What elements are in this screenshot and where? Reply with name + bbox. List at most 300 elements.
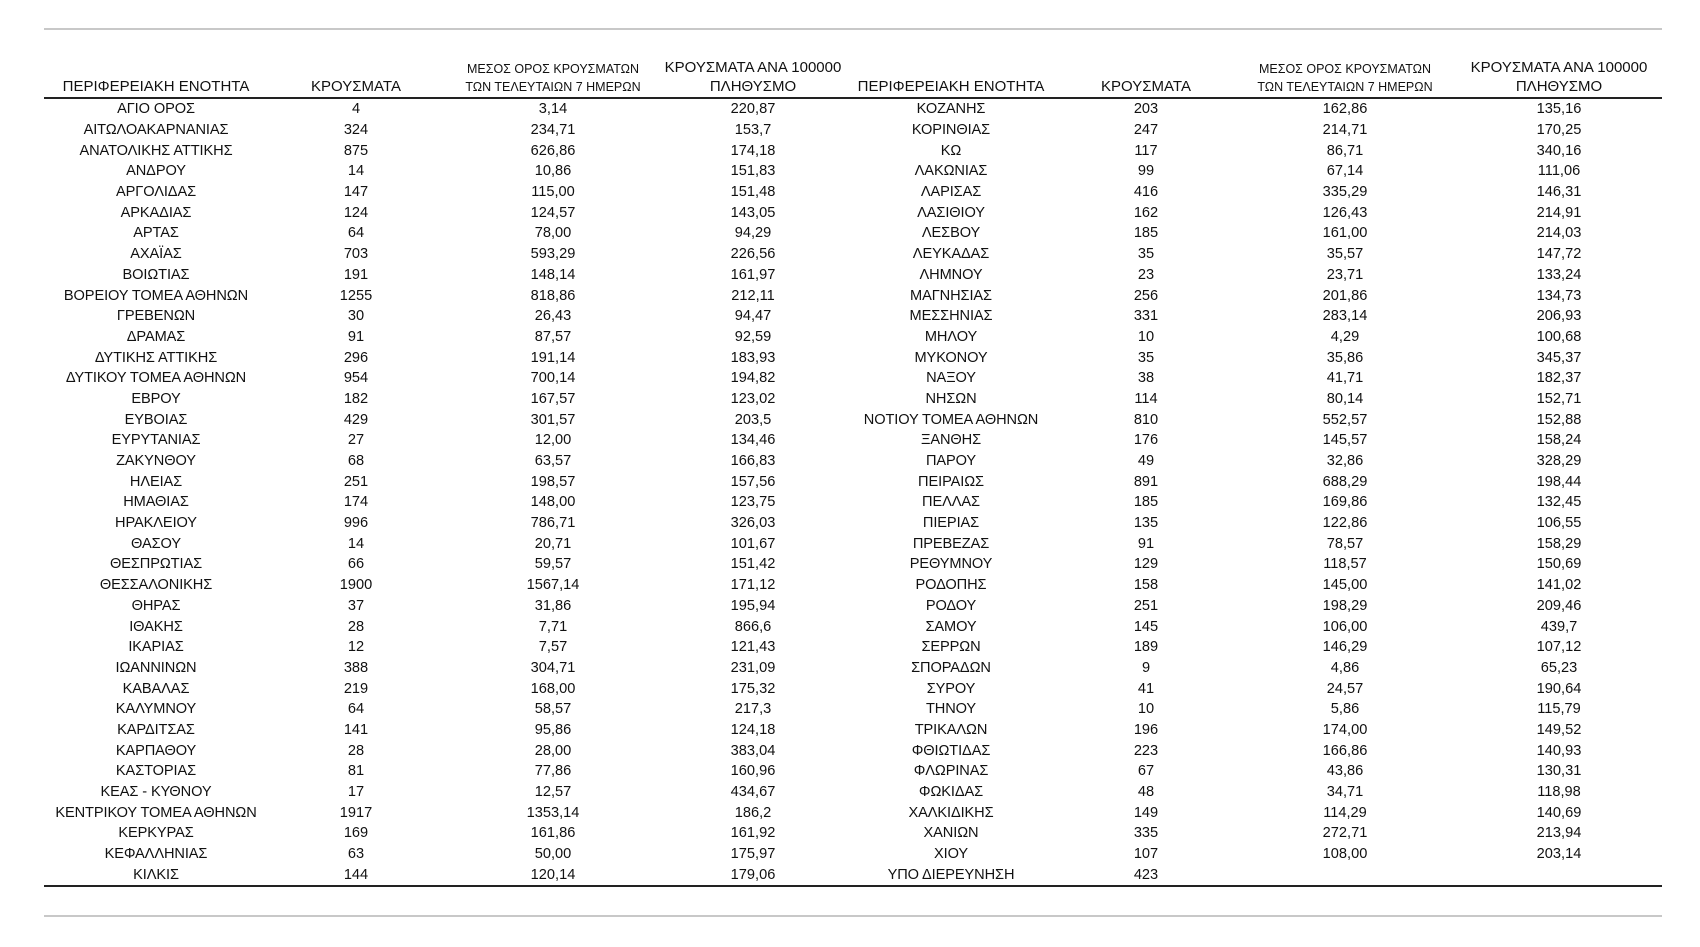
cases-per-100k-left: 101,67: [730, 535, 776, 552]
cases-per-100k-right: 134,73: [1536, 287, 1582, 304]
cases-count-left: 429: [343, 411, 369, 428]
region-name-right: ΣΑΜΟΥ: [925, 618, 977, 635]
avg-7-days-right: 283,14: [1322, 308, 1368, 325]
avg-7-days-right: 5,86: [1330, 701, 1360, 718]
cases-per-100k-right: 147,72: [1536, 246, 1582, 263]
region-name-left: ΘΑΣΟΥ: [131, 535, 181, 552]
region-name-right: ΜΕΣΣΗΝΙΑΣ: [909, 308, 993, 325]
table-row: [44, 740, 1662, 761]
avg-7-days-right: 162,86: [1322, 101, 1368, 118]
cases-per-100k-right: 65,23: [1540, 659, 1578, 676]
avg-7-days-right: 552,57: [1322, 411, 1368, 428]
cases-per-100k-left: 866,6: [734, 618, 772, 635]
avg-7-days-right: 174,00: [1322, 721, 1368, 738]
cases-per-100k-left: 175,97: [730, 846, 776, 863]
avg-7-days-left: 31,86: [534, 597, 572, 614]
table-row: [44, 285, 1662, 306]
table-row: [44, 533, 1662, 554]
table-row: [44, 265, 1662, 286]
avg-7-days-left: 1567,14: [526, 577, 580, 594]
cases-count-right: 335: [1133, 825, 1159, 842]
region-name-left: ΚΑΒΑΛΑΣ: [122, 680, 190, 697]
avg-7-days-right: 108,00: [1322, 846, 1368, 863]
header-avg-line1: ΜΕΣΟΣ ΟΡΟΣ ΚΡΟΥΣΜΑΤΩΝ: [1258, 62, 1432, 76]
avg-7-days-left: 168,00: [530, 680, 576, 697]
cases-count-right: 185: [1133, 494, 1159, 511]
avg-7-days-left: 161,86: [530, 825, 576, 842]
table-row: [44, 202, 1662, 223]
avg-7-days-right: 118,57: [1323, 556, 1367, 573]
avg-7-days-left: 28,00: [534, 742, 572, 759]
avg-7-days-left: 700,14: [530, 370, 576, 387]
cases-count-left: 169: [343, 825, 369, 842]
cases-per-100k-right: 149,52: [1536, 721, 1582, 738]
region-name-left: ΔΡΑΜΑΣ: [126, 328, 186, 345]
region-name-left: ΔΥΤΙΚΟΥ ΤΟΜΕΑ ΑΘΗΝΩΝ: [65, 370, 247, 387]
cases-count-left: 28: [347, 742, 365, 759]
cases-per-100k-left: 166,83: [730, 453, 776, 470]
cases-count-right: 149: [1133, 804, 1159, 821]
region-name-right: ΛΕΥΚΑΔΑΣ: [912, 246, 990, 263]
table-row: [44, 513, 1662, 534]
cases-count-left: 81: [347, 763, 365, 780]
table-row: [44, 409, 1662, 430]
cases-per-100k-right: 206,93: [1536, 308, 1582, 325]
cases-count-left: 703: [343, 246, 369, 263]
table-row: [44, 223, 1662, 244]
avg-7-days-left: 120,14: [444, 864, 662, 886]
region-name-left: ΑΡΓΟΛΙΔΑΣ: [116, 184, 196, 201]
avg-7-days-right: 35,57: [1326, 246, 1364, 263]
cases-count-right: 48: [1137, 784, 1155, 801]
cases-count-right: 203: [1133, 101, 1159, 118]
cases-per-100k-right: 203,14: [1536, 846, 1582, 863]
region-name-left: ΚΙΛΚΙΣ: [44, 864, 268, 886]
cases-count-right: 162: [1133, 204, 1159, 221]
cases-count-right: 891: [1133, 473, 1159, 490]
avg-7-days-left: 59,57: [534, 556, 572, 573]
cases-per-100k-right: 340,16: [1536, 142, 1582, 159]
cases-count-left: 4: [351, 101, 361, 118]
cases-per-100k-left: 183,93: [730, 349, 776, 366]
avg-7-days-right: 35,86: [1326, 349, 1364, 366]
region-name-right: ΤΗΝΟΥ: [925, 701, 977, 718]
avg-7-days-right: 34,71: [1326, 784, 1364, 801]
region-name-left: ΘΗΡΑΣ: [131, 597, 181, 614]
avg-7-days-left: 95,86: [534, 721, 572, 738]
cases-count-right: 35: [1137, 349, 1155, 366]
cases-count-right: 41: [1137, 680, 1155, 697]
region-name-left: ΚΑΡΔΙΤΣΑΣ: [117, 721, 195, 738]
cases-count-left: 388: [343, 659, 369, 676]
avg-7-days-right: 78,57: [1326, 535, 1364, 552]
table-row: [44, 596, 1662, 617]
region-name-right: ΦΩΚΙΔΑΣ: [918, 784, 984, 801]
table-header: [44, 58, 1662, 98]
cases-per-100k-left: 383,04: [730, 742, 776, 759]
region-name-right: ΠΑΡΟΥ: [925, 453, 977, 470]
table-row: [44, 430, 1662, 451]
table-row: [44, 699, 1662, 720]
region-name-left: ΙΚΑΡΙΑΣ: [128, 639, 184, 656]
region-name-right: ΜΥΚΟΝΟΥ: [914, 349, 988, 366]
cases-count-right: 135: [1133, 515, 1159, 532]
cases-per-100k-right: 214,91: [1536, 204, 1582, 221]
avg-7-days-right: 114,29: [1323, 804, 1367, 821]
table-row: [44, 678, 1662, 699]
cases-count-right: 49: [1137, 453, 1155, 470]
cases-count-left: 174: [343, 494, 369, 511]
region-name-right: ΝΗΣΩΝ: [925, 390, 977, 407]
cases-count-left: 1255: [339, 287, 373, 304]
avg-7-days-right: 145,57: [1322, 432, 1368, 449]
cases-count-right: 158: [1133, 577, 1159, 594]
avg-7-days-right: 201,86: [1322, 287, 1368, 304]
cases-count-left: 954: [343, 370, 369, 387]
cases-per-100k-left: 175,32: [730, 680, 776, 697]
cases-per-100k-left: 151,48: [730, 184, 776, 201]
cases-count-right: 423: [1058, 864, 1234, 886]
region-name-left: ΚΕΑΣ - ΚΥΘΝΟΥ: [100, 784, 212, 801]
region-name-right: ΛΑΚΩΝΙΑΣ: [914, 163, 988, 180]
avg-7-days-right: 161,00: [1322, 225, 1368, 242]
cases-per-100k-right: 158,24: [1536, 432, 1582, 449]
cases-count-right: 223: [1133, 742, 1159, 759]
region-name-right: ΠΡΕΒΕΖΑΣ: [912, 535, 990, 552]
header-region: ΠΕΡΙΦΕΡΕΙΑΚΗ ΕΝΟΤΗΤΑ: [44, 58, 268, 98]
avg-7-days-left: 87,57: [534, 328, 572, 345]
table-row: [44, 823, 1662, 844]
region-name-left: ΘΕΣΠΡΩΤΙΑΣ: [109, 556, 202, 573]
cases-per-100k-left: 195,94: [730, 597, 776, 614]
avg-7-days-left: 7,57: [538, 639, 568, 656]
region-name-right: ΦΛΩΡΙΝΑΣ: [913, 763, 989, 780]
avg-7-days-left: 12,57: [534, 784, 572, 801]
cases-count-right: 810: [1133, 411, 1159, 428]
cases-count-left: 63: [347, 846, 365, 863]
cases-per-100k-right: 135,16: [1536, 101, 1582, 118]
avg-7-days-right: 122,86: [1322, 515, 1368, 532]
region-name-left: ΗΛΕΙΑΣ: [129, 473, 183, 490]
cases-count-right: 107: [1133, 846, 1159, 863]
header-per-line1: ΚΡΟΥΣΜΑΤΑ ΑΝΑ 100000: [664, 59, 842, 76]
region-name-left: ΘΕΣΣΑΛΟΝΙΚΗΣ: [99, 577, 213, 594]
cases-per-100k-right: 328,29: [1536, 453, 1582, 470]
region-name-right: ΝΑΞΟΥ: [926, 370, 976, 387]
avg-7-days-left: 63,57: [534, 453, 572, 470]
cases-per-100k-left: 186,2: [734, 804, 772, 821]
table-row: [44, 389, 1662, 410]
avg-7-days-right: 145,00: [1322, 577, 1368, 594]
cases-per-100k-left: 153,7: [734, 122, 772, 139]
cases-count-left: 27: [347, 432, 365, 449]
cases-count-left: 14: [347, 163, 365, 180]
cases-per-100k-left: 94,47: [734, 308, 772, 325]
cases-by-region-table: [44, 58, 1662, 887]
region-name-right: ΥΠΟ ΔΙΕΡΕΥΝΗΣΗ: [844, 864, 1058, 886]
cases-per-100k-right: 439,7: [1540, 618, 1578, 635]
cases-per-100k-right: 213,94: [1536, 825, 1582, 842]
cases-per-100k-left: 434,67: [730, 784, 776, 801]
cases-per-100k-left: 151,83: [730, 163, 776, 180]
avg-7-days-right: 214,71: [1322, 122, 1368, 139]
cases-per-100k-left: 203,5: [734, 411, 772, 428]
avg-7-days-left: 7,71: [538, 618, 568, 635]
region-name-left: ΗΡΑΚΛΕΙΟΥ: [115, 515, 197, 532]
region-name-left: ΓΡΕΒΕΝΩΝ: [116, 308, 196, 325]
table-row: [44, 761, 1662, 782]
cases-per-100k-right: 140,93: [1536, 742, 1582, 759]
region-name-right: ΠΕΙΡΑΙΩΣ: [918, 473, 984, 490]
avg-7-days-left: 115,00: [531, 184, 575, 201]
cases-count-right: 9: [1141, 659, 1151, 676]
region-name-right: ΜΗΛΟΥ: [924, 328, 978, 345]
region-name-right: ΦΘΙΩΤΙΔΑΣ: [911, 742, 991, 759]
header-cases: ΚΡΟΥΣΜΑΤΑ: [1058, 58, 1234, 98]
table-row: [44, 782, 1662, 803]
cases-per-100k-right: 345,37: [1536, 349, 1582, 366]
cases-count-left: 141: [343, 721, 369, 738]
table-row: [44, 492, 1662, 513]
avg-7-days-left: 593,29: [530, 246, 576, 263]
cases-count-left: 219: [343, 680, 369, 697]
avg-7-days-left: 1353,14: [526, 804, 580, 821]
region-name-right: ΞΑΝΘΗΣ: [920, 432, 982, 449]
region-name-right: ΚΩ: [940, 142, 962, 159]
cases-count-left: 875: [343, 142, 369, 159]
avg-7-days-left: 58,57: [534, 701, 572, 718]
region-name-left: ΒΟΡΕΙΟΥ ΤΟΜΕΑ ΑΘΗΝΩΝ: [63, 287, 249, 304]
region-name-left: ΕΥΡΥΤΑΝΙΑΣ: [111, 432, 201, 449]
cases-count-left: 28: [347, 618, 365, 635]
region-name-right: ΚΟΖΑΝΗΣ: [916, 101, 986, 118]
table-row: [44, 658, 1662, 679]
avg-7-days-left: 198,57: [530, 473, 576, 490]
table-row: [44, 244, 1662, 265]
cases-per-100k-left: 226,56: [730, 246, 776, 263]
avg-7-days-left: 77,86: [534, 763, 572, 780]
region-name-left: ΕΥΒΟΙΑΣ: [124, 411, 188, 428]
region-name-left: ΑΝΔΡΟΥ: [126, 163, 186, 180]
cases-count-left: 1900: [339, 577, 373, 594]
cases-per-100k-left: 212,11: [731, 287, 775, 304]
cases-per-100k-left: 143,05: [730, 204, 776, 221]
region-name-right: ΚΟΡΙΝΘΙΑΣ: [911, 122, 991, 139]
cases-per-100k-left: 151,42: [730, 556, 776, 573]
avg-7-days-right: 688,29: [1322, 473, 1368, 490]
cases-count-right: 185: [1133, 225, 1159, 242]
cases-per-100k-right: [1456, 864, 1662, 886]
avg-7-days-left: 124,57: [530, 204, 576, 221]
region-name-left: ΑΡΤΑΣ: [133, 225, 179, 242]
avg-7-days-right: 126,43: [1322, 204, 1368, 221]
cases-count-left: 66: [347, 556, 365, 573]
avg-7-days-left: 786,71: [530, 515, 576, 532]
region-name-left: ΙΘΑΚΗΣ: [129, 618, 183, 635]
cases-count-right: 10: [1137, 701, 1155, 718]
avg-7-days-right: [1234, 864, 1456, 886]
cases-per-100k-right: 170,25: [1536, 122, 1582, 139]
avg-7-days-left: 12,00: [534, 432, 572, 449]
cases-count-left: 91: [347, 328, 365, 345]
region-name-left: ΚΕΡΚΥΡΑΣ: [118, 825, 194, 842]
cases-count-left: 996: [343, 515, 369, 532]
cases-count-right: 129: [1133, 556, 1159, 573]
header-avg-line2: ΤΩΝ ΤΕΛΕΥΤΑΙΩΝ 7 ΗΜΕΡΩΝ: [465, 80, 641, 94]
header-region: ΠΕΡΙΦΕΡΕΙΑΚΗ ΕΝΟΤΗΤΑ: [844, 58, 1058, 98]
header-avg-7-days: [1234, 58, 1456, 98]
cases-per-100k-right: 118,98: [1537, 784, 1581, 801]
region-name-left: ΑΙΤΩΛΟΑΚΑΡΝΑΝΙΑΣ: [83, 122, 229, 139]
table-row: [44, 120, 1662, 141]
region-name-left: ΒΟΙΩΤΙΑΣ: [122, 266, 190, 283]
region-name-right: ΧΑΛΚΙΔΙΚΗΣ: [908, 804, 994, 821]
avg-7-days-left: 148,14: [530, 266, 576, 283]
header-avg-line2: ΤΩΝ ΤΕΛΕΥΤΑΙΩΝ 7 ΗΜΕΡΩΝ: [1257, 80, 1433, 94]
top-divider: [44, 28, 1662, 30]
cases-count-right: 99: [1137, 163, 1155, 180]
table-row: [44, 802, 1662, 823]
avg-7-days-right: 4,29: [1330, 328, 1360, 345]
cases-count-left: 147: [343, 184, 369, 201]
cases-count-left: 30: [347, 308, 365, 325]
table-row: [44, 161, 1662, 182]
table-row: [44, 327, 1662, 348]
region-name-left: ΚΑΣΤΟΡΙΑΣ: [115, 763, 197, 780]
table-row: [44, 864, 1662, 886]
region-name-right: ΛΗΜΝΟΥ: [919, 266, 983, 283]
region-name-left: ΑΝΑΤΟΛΙΚΗΣ ΑΤΤΙΚΗΣ: [79, 142, 233, 159]
cases-per-100k-left: 124,18: [730, 721, 776, 738]
avg-7-days-right: 23,71: [1326, 266, 1364, 283]
region-name-left: ΑΡΚΑΔΙΑΣ: [120, 204, 192, 221]
table-row: [44, 720, 1662, 741]
region-name-right: ΛΑΡΙΣΑΣ: [920, 184, 982, 201]
cases-per-100k-left: 123,75: [730, 494, 776, 511]
cases-count-left: 64: [347, 701, 365, 718]
avg-7-days-left: 191,14: [530, 349, 576, 366]
header-cases: ΚΡΟΥΣΜΑΤΑ: [268, 58, 444, 98]
region-name-right: ΡΕΘΥΜΝΟΥ: [909, 556, 993, 573]
cases-count-left: 64: [347, 225, 365, 242]
cases-per-100k-left: 92,59: [734, 328, 772, 345]
header-per-100k: [1456, 58, 1662, 98]
cases-per-100k-left: 174,18: [730, 142, 776, 159]
region-name-right: ΧΙΟΥ: [933, 846, 968, 863]
avg-7-days-right: 272,71: [1322, 825, 1368, 842]
cases-count-right: 23: [1137, 266, 1155, 283]
region-name-left: ΔΥΤΙΚΗΣ ΑΤΤΙΚΗΣ: [94, 349, 218, 366]
cases-count-right: 10: [1137, 328, 1155, 345]
cases-count-left: 251: [343, 473, 369, 490]
cases-per-100k-right: 152,71: [1536, 390, 1582, 407]
avg-7-days-left: 78,00: [534, 225, 572, 242]
cases-per-100k-right: 209,46: [1536, 597, 1582, 614]
avg-7-days-left: 167,57: [530, 390, 576, 407]
avg-7-days-right: 198,29: [1322, 597, 1368, 614]
table-row: [44, 182, 1662, 203]
avg-7-days-left: 304,71: [530, 659, 576, 676]
region-name-right: ΣΥΡΟΥ: [926, 680, 976, 697]
bottom-divider: [44, 915, 1662, 917]
avg-7-days-right: 24,57: [1326, 680, 1364, 697]
cases-per-100k-left: 160,96: [730, 763, 776, 780]
cases-per-100k-right: 214,03: [1536, 225, 1582, 242]
cases-per-100k-right: 133,24: [1536, 266, 1582, 283]
avg-7-days-right: 80,14: [1326, 390, 1364, 407]
cases-per-100k-left: 171,12: [730, 577, 776, 594]
cases-count-left: 1917: [339, 804, 373, 821]
cases-per-100k-right: 111,06: [1537, 163, 1581, 180]
cases-per-100k-left: 94,29: [734, 225, 772, 242]
avg-7-days-right: 169,86: [1322, 494, 1368, 511]
cases-per-100k-left: 194,82: [730, 370, 776, 387]
region-name-left: ΙΩΑΝΝΙΝΩΝ: [115, 659, 197, 676]
region-name-right: ΣΠΟΡΑΔΩΝ: [911, 659, 991, 676]
cases-per-100k-left: 157,56: [730, 473, 776, 490]
avg-7-days-right: 67,14: [1326, 163, 1364, 180]
table-row: [44, 554, 1662, 575]
region-name-right: ΠΕΛΛΑΣ: [922, 494, 980, 511]
table-row: [44, 347, 1662, 368]
avg-7-days-left: 148,00: [530, 494, 576, 511]
cases-per-100k-left: 217,3: [734, 701, 772, 718]
avg-7-days-left: 818,86: [530, 287, 576, 304]
avg-7-days-right: 106,00: [1322, 618, 1368, 635]
cases-per-100k-right: 106,55: [1536, 515, 1582, 532]
cases-count-right: 416: [1133, 184, 1159, 201]
cases-count-left: 144: [268, 864, 444, 886]
cases-per-100k-left: 121,43: [730, 639, 776, 656]
cases-per-100k-right: 141,02: [1536, 577, 1582, 594]
cases-per-100k-right: 140,69: [1536, 804, 1582, 821]
cases-per-100k-right: 107,12: [1536, 639, 1582, 656]
cases-count-left: 17: [347, 784, 365, 801]
avg-7-days-right: 32,86: [1326, 453, 1364, 470]
avg-7-days-right: 4,86: [1330, 659, 1360, 676]
cases-count-right: 247: [1133, 122, 1159, 139]
region-name-right: ΡΟΔΟΥ: [925, 597, 977, 614]
region-name-right: ΤΡΙΚΑΛΩΝ: [914, 721, 988, 738]
cases-per-100k-right: 150,69: [1536, 556, 1582, 573]
region-name-right: ΧΑΝΙΩΝ: [923, 825, 979, 842]
cases-per-100k-left: 231,09: [730, 659, 776, 676]
table-body: [44, 98, 1662, 886]
cases-count-right: 331: [1133, 308, 1159, 325]
table-row: [44, 471, 1662, 492]
cases-count-left: 37: [347, 597, 365, 614]
header-per-100k: [662, 58, 844, 98]
cases-per-100k-left: 161,92: [730, 825, 776, 842]
header-per-line1: ΚΡΟΥΣΜΑΤΑ ΑΝΑ 100000: [1470, 59, 1648, 76]
header-per-line2: ΠΛΗΘΥΣΜΟ: [709, 78, 797, 95]
region-name-right: ΠΙΕΡΙΑΣ: [922, 515, 980, 532]
table-row: [44, 140, 1662, 161]
cases-per-100k-left: 326,03: [730, 515, 776, 532]
cases-per-100k-right: 146,31: [1536, 184, 1582, 201]
table-row: [44, 368, 1662, 389]
cases-count-right: 67: [1137, 763, 1155, 780]
cases-per-100k-right: 158,29: [1536, 535, 1582, 552]
cases-count-left: 12: [347, 639, 365, 656]
avg-7-days-left: 20,71: [534, 535, 572, 552]
avg-7-days-right: 146,29: [1322, 639, 1368, 656]
avg-7-days-left: 10,86: [534, 163, 572, 180]
table-row: [44, 616, 1662, 637]
cases-count-left: 182: [343, 390, 369, 407]
table-row: [44, 575, 1662, 596]
region-name-left: ΑΓΙΟ ΟΡΟΣ: [117, 101, 195, 118]
